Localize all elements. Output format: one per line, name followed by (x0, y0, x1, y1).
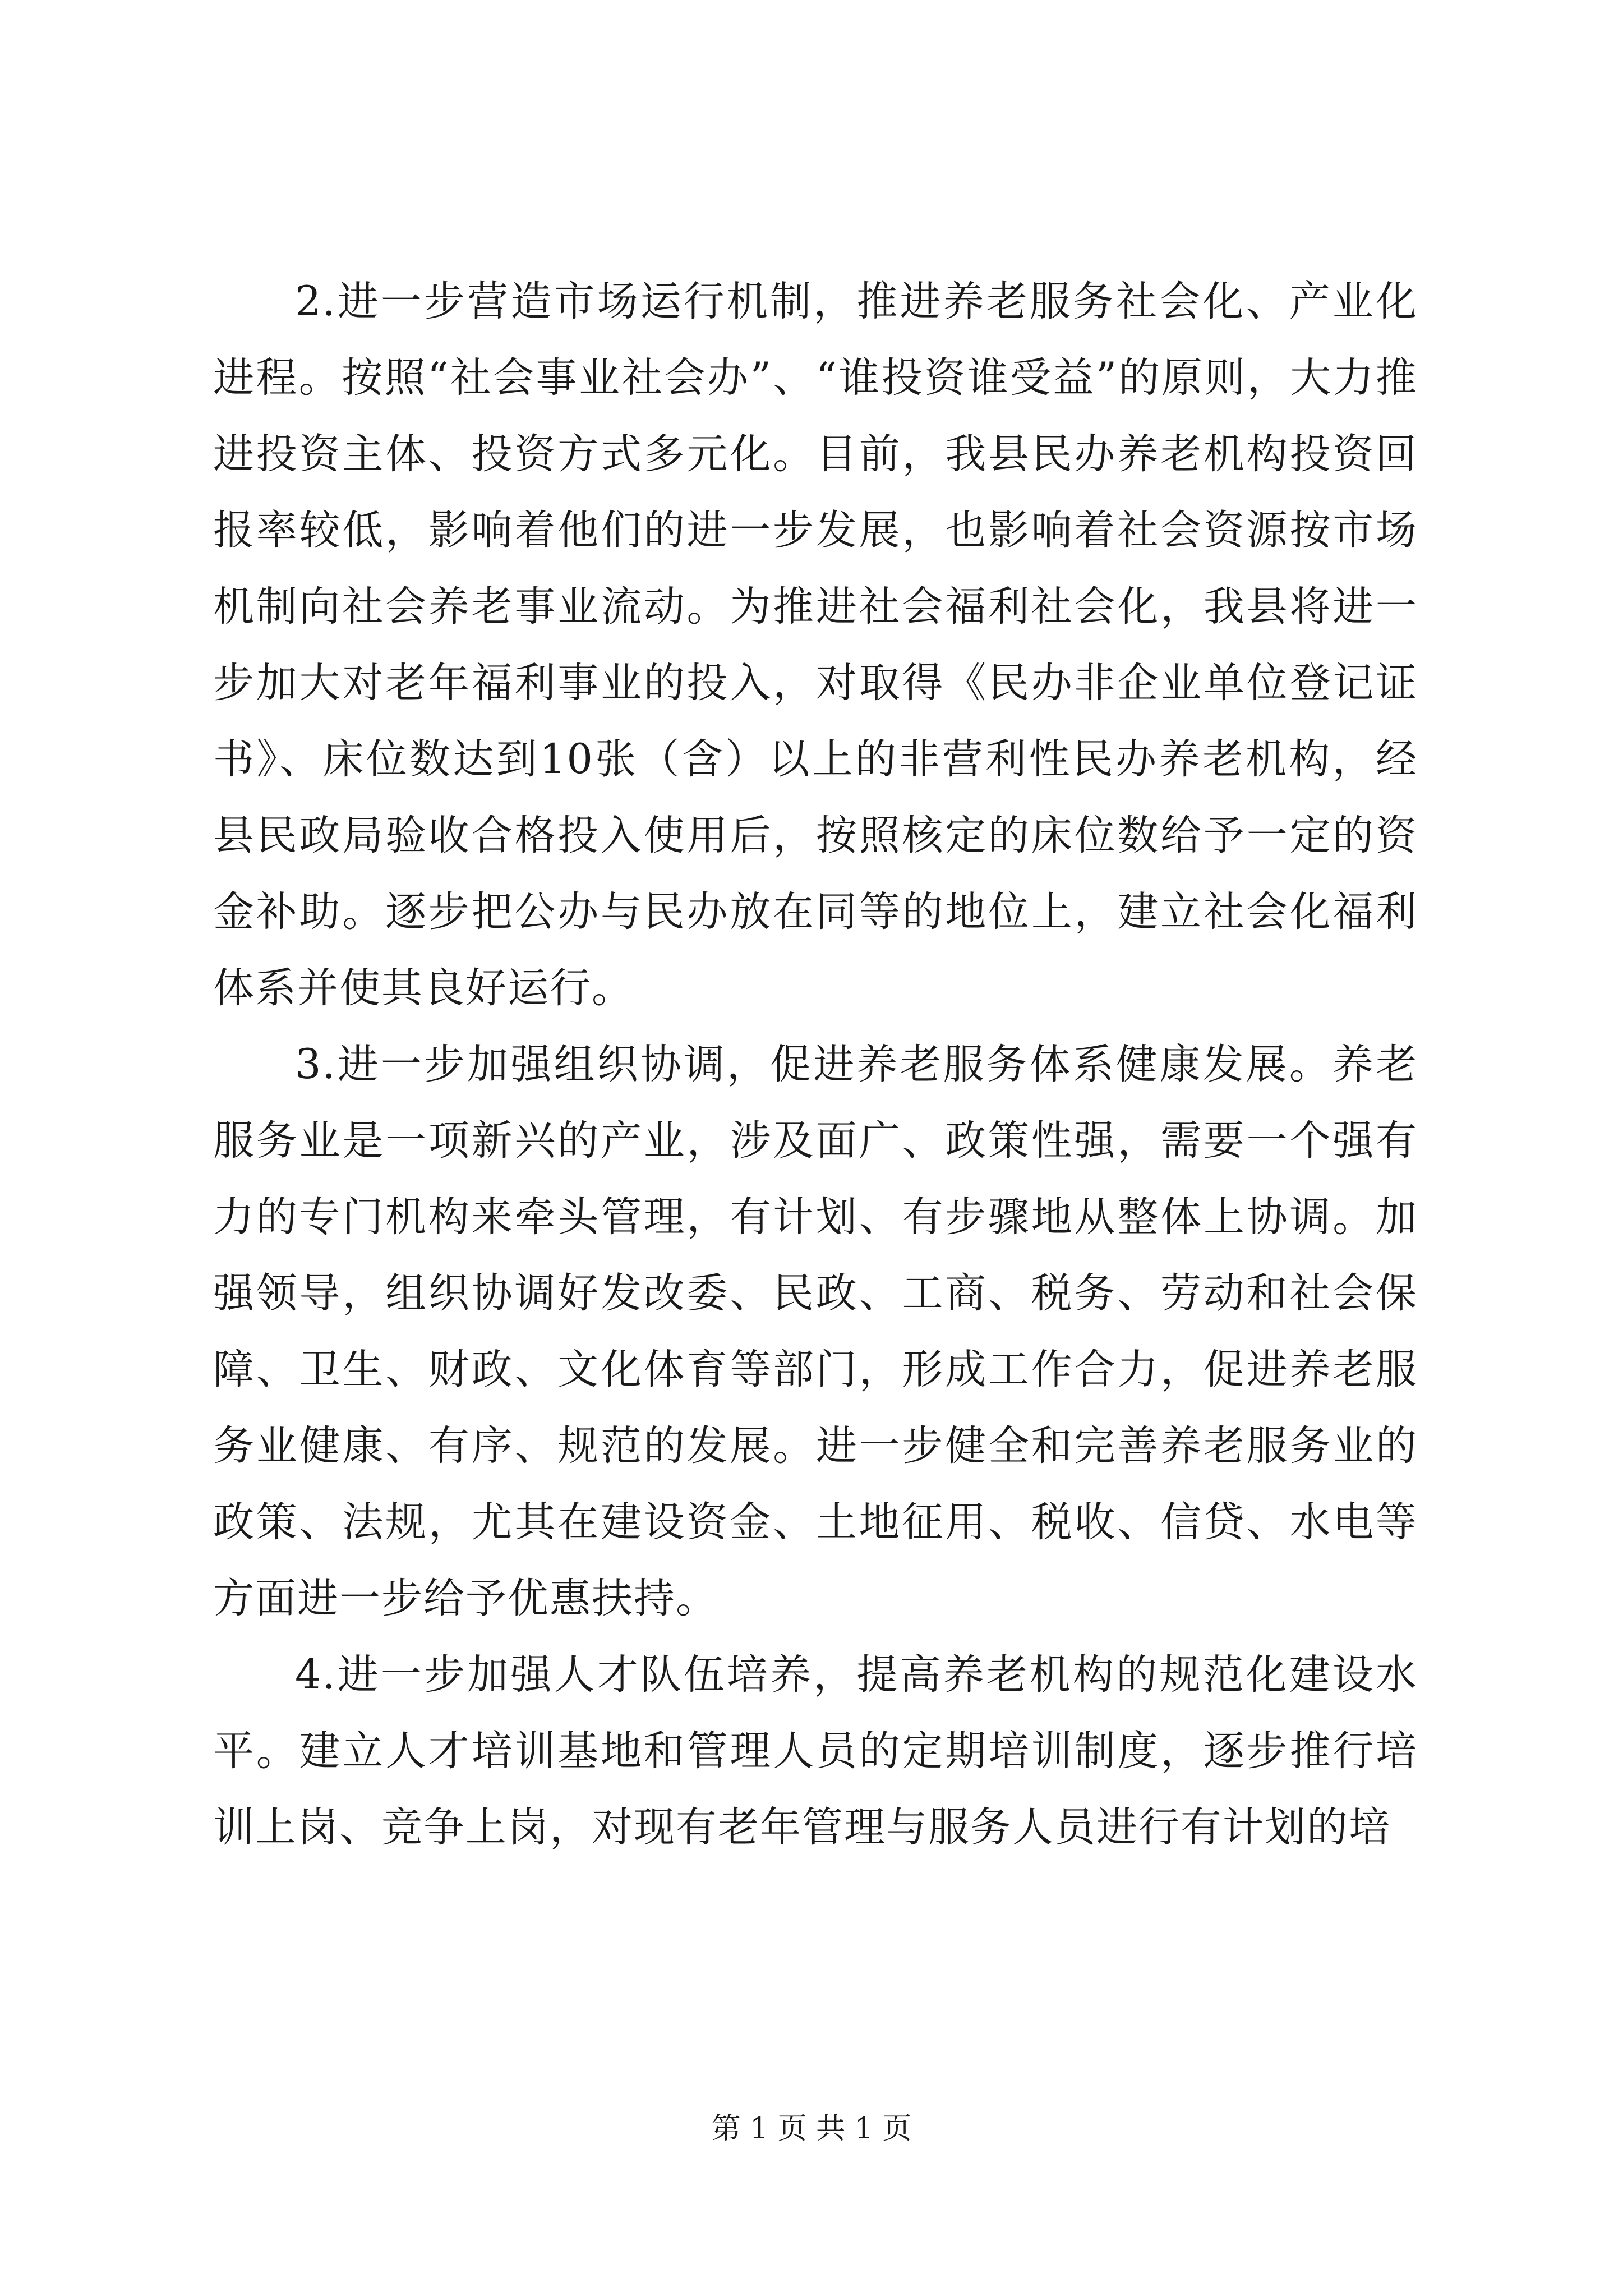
paragraph-4: 4.进一步加强人才队伍培养，提高养老机构的规范化建设水平。建立人才培训基地和管理人员的定期培训制度，逐步推行培训上岗、竞争上岗，对现有老年管理与服务人员进行有计划的培 (213, 1651, 1418, 1851)
document-body (213, 264, 1418, 1866)
paragraph-2: 2.进一步营造市场运行机制，推进养老服务社会化、产业化进程。按照“社会事业社会办”、“谁投资谁受益”的原则，大力推进投资主体、投资方式多元化。目前，我县民办养老机构投资回报率较低，影响着他们的进一步发展，也影响着社会资源按市场机制向社会养老事业流动。为推进社会福利社会化，我县将进一步加大对老年福利事业的投入，对取得《民办非企业单位登记证书》、床位数达到10张（含）以上的非营利性民办养老机构，经县民政局验收合格投入使用后，按照核定的床位数给予一定的资金补助。逐步把公办与民办放在同等的地位上，建立社会化福利体系并使其良好运行。 (213, 278, 1418, 1012)
page-footer: 第 1 页 共 1 页 (711, 2112, 912, 2146)
paragraph-3: 3.进一步加强组织协调，促进养老服务体系健康发展。养老服务业是一项新兴的产业，涉及面广、政策性强，需要一个强有力的专门机构来牵头管理，有计划、有步骤地从整体上协调。加强领导，组织协调好发改委、民政、工商、税务、劳动和社会保障、卫生、财政、文化体育等部门，形成工作合力，促进养老服务业健康、有序、规范的发展。进一步健全和完善养老服务业的政策、法规，尤其在建设资金、土地征用、税收、信贷、水电等方面进一步给予优惠扶持。 (213, 1041, 1418, 1622)
